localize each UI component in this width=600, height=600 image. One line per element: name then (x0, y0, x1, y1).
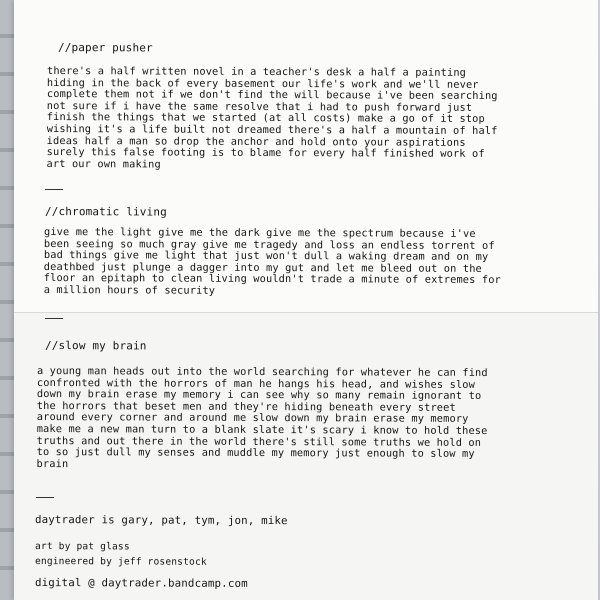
lyric-line: a million hours of security (43, 283, 216, 297)
section-lyrics-chromatic-living (44, 227, 564, 299)
lyric-line: art our own making (46, 157, 161, 171)
lyric-line: wishing it's a life built not dreamed there's a half a mountain of half (46, 122, 498, 137)
section-title-paper-pusher: //paper pusher (57, 41, 153, 55)
lyric-line: give me the light give me the dark give me the spectrum because i've (43, 226, 476, 240)
lyric-line: confronted with the horrors of man he hangs his head, and wishes slow (36, 376, 476, 391)
digital-link: digital @ daytrader.bandcamp.com (34, 576, 248, 590)
lyric-line: down my brain erase my memory i can see why so many remain ignorant to (36, 388, 482, 403)
lyric-line: brain (36, 457, 69, 470)
lyric-line: complete them not if we don't find the will because i've been searching (46, 88, 498, 103)
lyric-line: to so just dull my senses and muddle my memory just enough to slow my (36, 446, 475, 461)
section-title-slow-my-brain: //slow my brain (44, 339, 147, 353)
section-lyrics-slow-my-brain (37, 366, 557, 473)
lyric-line: finish the things that we started (at all costs) make a go of it stop (46, 111, 485, 126)
section-divider (45, 189, 63, 190)
lyric-line: there's a half written novel in a teacher's desk a half a painting (46, 65, 467, 79)
art-credit: art by pat glass (34, 541, 130, 553)
lyric-line: floor an epitaph to clean living wouldn't trade a minute of extremes for (43, 272, 501, 287)
band-members: daytrader is gary, pat, tym, jon, mike (34, 513, 288, 528)
lyric-line: make me a new man turn to a blank slate it's scary i know to hold these (36, 422, 488, 437)
lyric-line: hiding in the back of every basement our life's work and we'll never (46, 76, 479, 91)
section-title-chromatic-living: //chromatic living (44, 205, 167, 219)
lyric-line: bad things give me light that just won't dull a waking dream and on my (43, 249, 489, 264)
lyric-line: the horrors that beset men and they're hiding beneath every street (36, 399, 456, 414)
lyric-line: around every corner and around me slow down my brain erase my memory (36, 411, 469, 426)
lyric-line: deathbed just plunge a dagger into my gut and let me bleed out on the (43, 260, 482, 275)
lyric-line: a young man heads out into the world searching for whatever he can find (36, 365, 488, 379)
lyric-line: been seeing so much gray give me tragedy and loss an endless torrent of (43, 237, 495, 252)
lyric-line: ideas half a man so drop the anchor and hold onto your aspirations (46, 134, 466, 149)
section-divider (45, 318, 63, 319)
engineer-credit: engineered by jeff rosenstock (34, 556, 207, 568)
lyric-line: truths and out there in the world there's still some truths we hold on (36, 434, 482, 449)
lyric-line: not sure if i have the same resolve that i had to push forward just (46, 99, 473, 114)
section-divider (36, 497, 54, 498)
lyric-line: surely this false footing is to blame for every half finished work of (46, 146, 485, 161)
section-lyrics-paper-pusher (47, 66, 567, 173)
